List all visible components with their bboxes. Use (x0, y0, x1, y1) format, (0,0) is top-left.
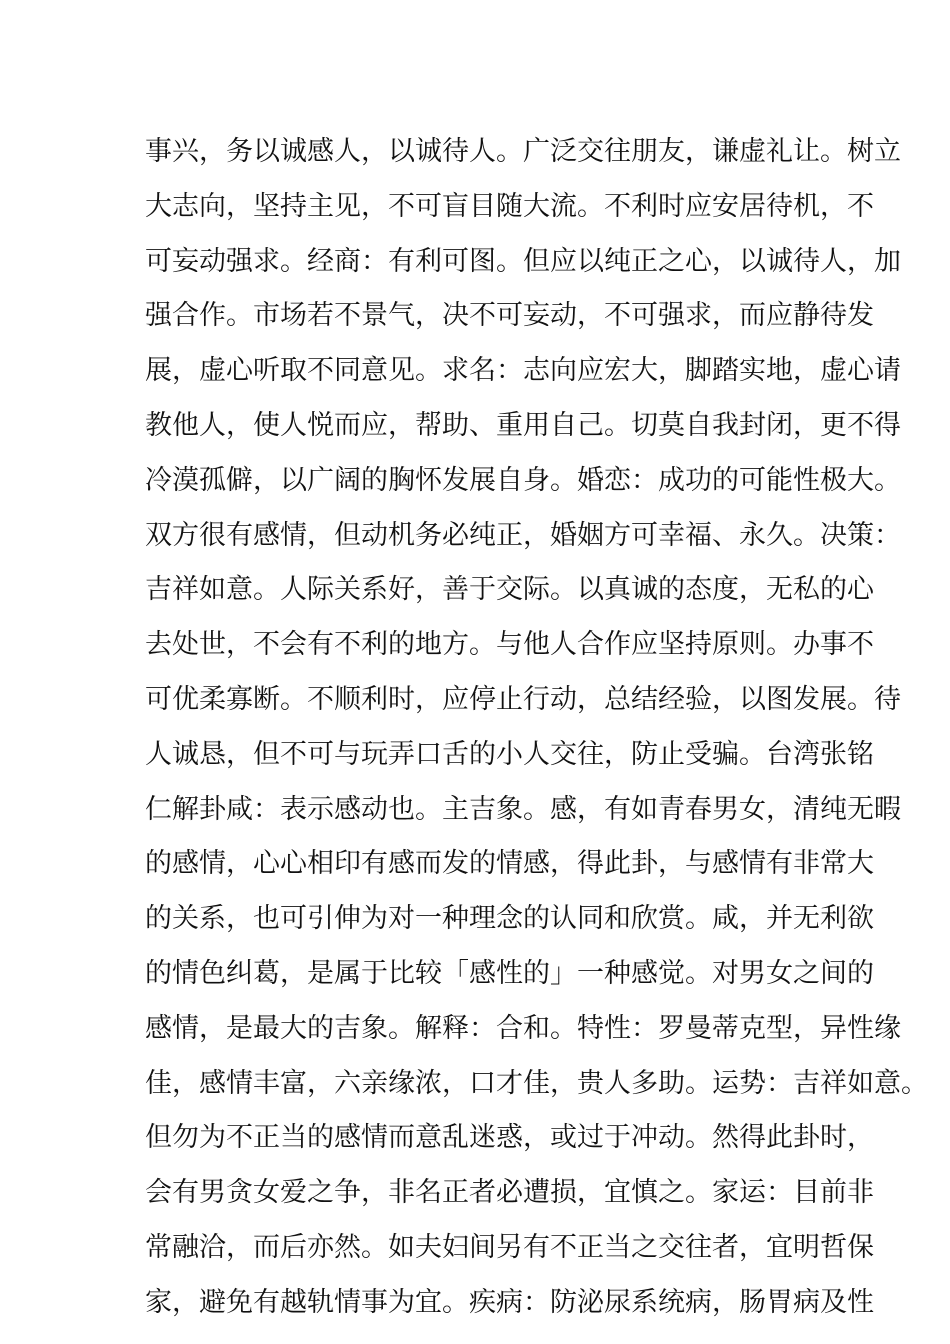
text-line: 展，虚心听取不同意见。求名：志向应宏大，脚踏实地，虚心请 (145, 355, 901, 387)
text-line: 家，避免有越轨情事为宜。疾病：防泌尿系统病，肠胃病及性 (145, 1286, 874, 1318)
text-line: 的关系，也可引伸为对一种理念的认同和欣赏。咸，并无利欲 (145, 903, 874, 935)
text-line: 强合作。市场若不景气，决不可妄动，不可强求，而应静待发 (145, 300, 874, 332)
text-line: 仁解卦咸：表示感动也。主吉象。感，有如青春男女，清纯无暇 (145, 793, 901, 825)
text-line: 教他人，使人悦而应，帮助、重用自己。切莫自我封闭，更不得 (145, 409, 901, 441)
text-line: 冷漠孤僻，以广阔的胸怀发展自身。婚恋：成功的可能性极大。 (145, 464, 901, 496)
text-line: 感情，是最大的吉象。解释：合和。特性：罗曼蒂克型，异性缘 (145, 1012, 901, 1044)
text-line: 双方很有感情，但动机务必纯正，婚姻方可幸福、永久。决策： (145, 519, 901, 551)
text-line: 可妄动强求。经商：有利可图。但应以纯正之心，以诚待人，加 (145, 245, 901, 277)
text-line: 去处世，不会有不利的地方。与他人合作应坚持原则。办事不 (145, 629, 874, 661)
text-line: 大志向，坚持主见，不可盲目随大流。不利时应安居待机，不 (145, 190, 874, 222)
text-line: 会有男贪女爱之争，非名正者必遭损，宜慎之。家运：目前非 (145, 1177, 874, 1209)
text-line: 的感情，心心相印有感而发的情感，得此卦，与感情有非常大 (145, 848, 874, 880)
text-line: 常融洽，而后亦然。如夫妇间另有不正当之交往者，宜明哲保 (145, 1231, 874, 1263)
text-line: 佳，感情丰富，六亲缘浓，口才佳，贵人多助。运势：吉祥如意。 (145, 1067, 928, 1099)
body-text (145, 125, 928, 1331)
text-line: 吉祥如意。人际关系好，善于交际。以真诚的态度，无私的心 (145, 574, 874, 606)
text-line: 事兴，务以诚感人，以诚待人。广泛交往朋友，谦虚礼让。树立 (145, 136, 901, 167)
text-line: 的情色纠葛，是属于比较「感性的」一种感觉。对男女之间的 (145, 957, 874, 989)
text-line: 可优柔寡断。不顺利时，应停止行动，总结经验，以图发展。待 (145, 683, 901, 715)
text-line: 但勿为不正当的感情而意乱迷惑，或过于冲动。然得此卦时， (145, 1122, 874, 1154)
text-line: 人诚恳，但不可与玩弄口舌的小人交往，防止受骗。台湾张铭 (145, 738, 874, 770)
